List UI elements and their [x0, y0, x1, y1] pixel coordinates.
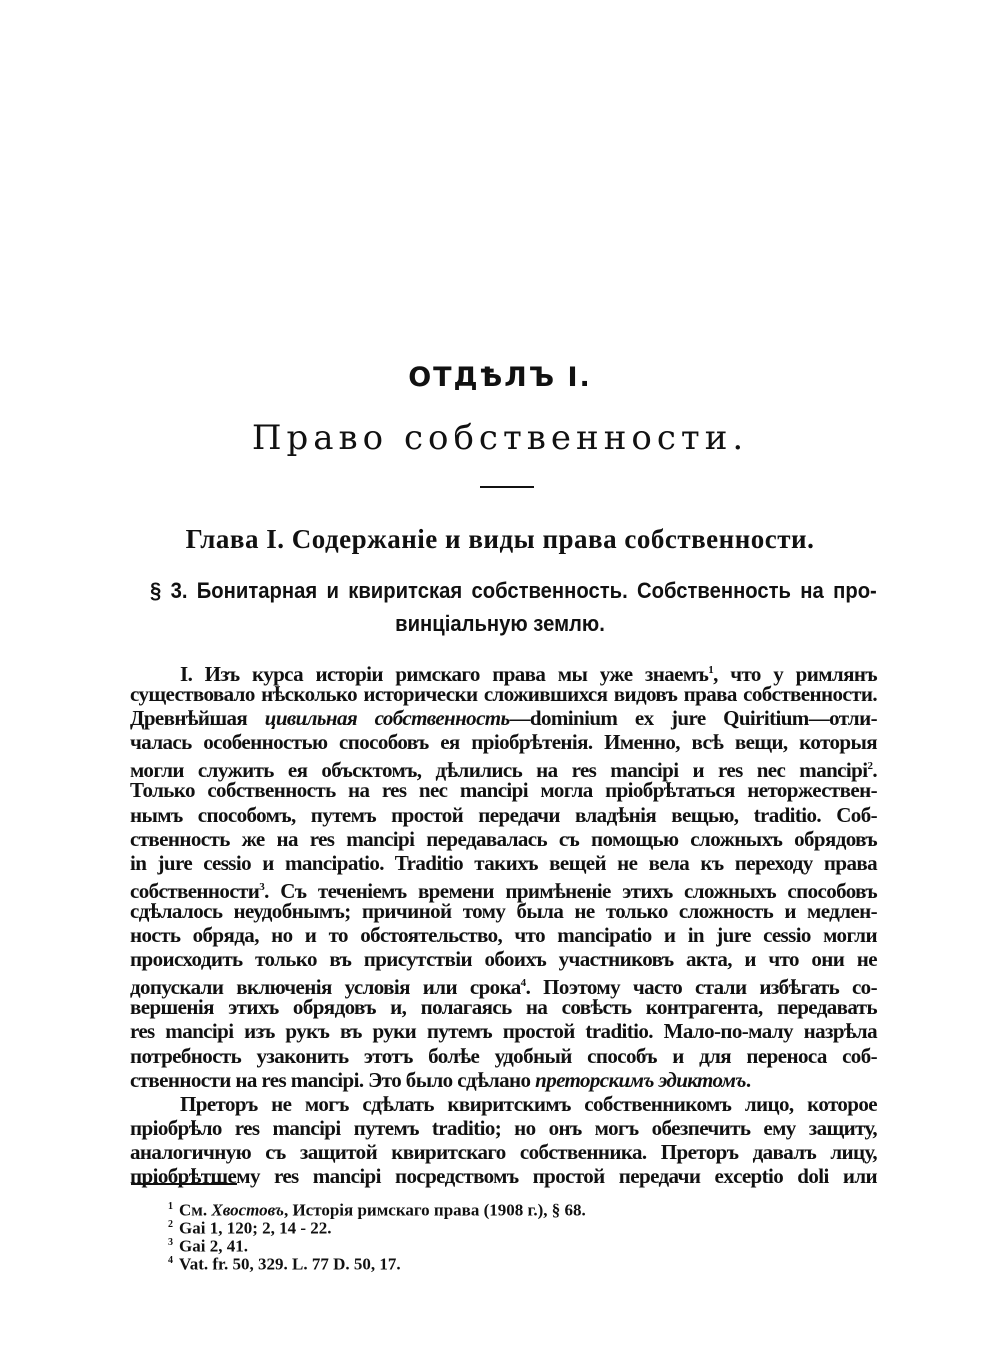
- text-run: . Съ теченіемъ времени примѣненіе этихъ сложныхъ способовъ: [264, 878, 877, 903]
- text-run: сдѣлалось неудобнымъ; причиной тому была не только сложность и медлен-: [130, 898, 877, 923]
- footnote-number: 2: [168, 1219, 173, 1230]
- text-run: Vat. fr. 50, 329. L. 77 D. 50, 17.: [179, 1254, 401, 1274]
- body-text: [130, 658, 877, 1188]
- text-run: .: [745, 1067, 751, 1092]
- text-run: ственности на res mancipi. Это было сдѣлано: [130, 1067, 536, 1092]
- text-run: Gai 1, 120; 2, 14 - 22.: [179, 1218, 332, 1238]
- text-line: [130, 682, 877, 706]
- footnote-divider: [131, 1183, 237, 1185]
- text-line: [130, 1044, 877, 1068]
- text-line: [130, 947, 877, 971]
- text-line: [130, 803, 877, 827]
- text-run: вершенія этихъ обрядовъ и, полагаясь на совѣсть контрагента, передавать: [130, 995, 877, 1020]
- text-run: ность обряда, но и то обстоятельство, что mancipatio и in jure cessio могли: [130, 923, 877, 948]
- text-line: [130, 1019, 877, 1043]
- section-heading-line-2: винціальную землю.: [395, 611, 605, 636]
- text-run: допускали включенія условія или срока: [130, 975, 521, 1000]
- footnotes: [168, 1198, 586, 1274]
- text-run: См.: [179, 1200, 212, 1220]
- text-line: [130, 658, 878, 686]
- text-run: , что у римлянъ: [713, 662, 878, 686]
- text-line: [130, 706, 877, 730]
- footnote: [168, 1234, 586, 1256]
- text-line: [130, 899, 877, 923]
- section-heading-line-1: § 3. Бонитарная и квиритская собственность. Собственность на про-: [150, 578, 877, 603]
- footnote: [168, 1198, 586, 1220]
- text-run: аналогичную съ защитой квиритскаго собственника. Преторъ давалъ лицу,: [130, 1139, 877, 1164]
- text-run: res mancipi изъ рукъ въ руки путемъ простой traditio. Мало-по-малу назрѣла: [130, 1019, 877, 1044]
- text-run: Древнѣйшая: [130, 706, 265, 731]
- text-line: [130, 827, 877, 851]
- text-run: I. Изъ курса исторіи римскаго права мы уже знаемъ: [180, 662, 709, 686]
- emphasis-text: цивильная собственность: [264, 706, 510, 731]
- text-line: [130, 1116, 877, 1140]
- text-run: потребность узаконить этотъ болѣе удобный способъ и для переноса соб-: [130, 1043, 877, 1068]
- part-heading: ОТДѢЛЪ I.: [408, 362, 592, 393]
- text-line: [130, 1140, 877, 1164]
- text-line: [130, 754, 877, 783]
- emphasis-text: преторскимъ эдиктомъ: [535, 1067, 746, 1092]
- text-run: могли служить ея объсктомъ, дѣлились на res mancipi и res nec mancipi: [130, 758, 868, 783]
- text-run: существовало нѣсколько исторически сложившихся видовъ права собственности.: [130, 682, 877, 707]
- text-run: . Поэтому часто стали избѣгать со-: [525, 975, 877, 1000]
- text-run: пріобрѣтшему res mancipi посредствомъ простой передачи exceptio doli или: [130, 1163, 877, 1188]
- footnote-ref[interactable]: 1: [708, 664, 714, 676]
- text-run: Преторъ не могъ сдѣлать квиритскимъ собственникомъ лицо, которое: [180, 1091, 877, 1116]
- text-run: нымъ способомъ, путемъ простой передачи владѣнія вещью, traditio. Соб-: [130, 802, 877, 827]
- footnote-number: 3: [168, 1237, 173, 1248]
- footnote-number: 1: [168, 1201, 173, 1212]
- part-title: Право собственности.: [251, 418, 749, 458]
- text-run: собственности: [130, 878, 260, 903]
- text-run: , Исторія римскаго права (1908 г.), § 68.: [283, 1200, 586, 1220]
- footnote-number: 4: [168, 1255, 173, 1266]
- footnote-ref[interactable]: 2: [867, 760, 873, 773]
- text-line: [130, 1092, 877, 1116]
- text-line: [130, 923, 877, 947]
- text-line: [130, 851, 877, 875]
- text-line: [130, 1068, 877, 1092]
- text-line: [130, 778, 877, 802]
- text-line: [130, 971, 877, 1000]
- text-run: .: [872, 758, 877, 783]
- emphasis-text: Хвостовъ: [211, 1200, 284, 1220]
- text-run: —dominium ex jure Quiritium—отли-: [509, 706, 877, 731]
- text-run: происходить только въ присутствіи обоихъ участниковъ акта, и что они не: [130, 947, 877, 972]
- footnote-ref[interactable]: 4: [520, 977, 526, 990]
- title-divider: [480, 486, 534, 488]
- text-run: Gai 2, 41.: [179, 1236, 248, 1256]
- text-run: пріобрѣло res mancipi путемъ traditio; но онъ могъ обезпечить ему защиту,: [130, 1115, 877, 1140]
- text-line: [130, 875, 877, 903]
- text-run: Только собственность на res nec mancipi могла пріобрѣтаться неторжествен-: [130, 778, 877, 803]
- text-run: ственность же на res mancipi передавалась съ помощью сложныхъ обрядовъ: [130, 826, 877, 851]
- text-line: [130, 1164, 877, 1188]
- footnote: [168, 1252, 586, 1274]
- text-run: in jure cessio и mancipatio. Traditio такихъ вещей не вела къ переходу права: [130, 850, 877, 875]
- text-line: [130, 730, 877, 754]
- text-line: [130, 995, 877, 1019]
- text-run: чалась особенностью способовъ ея пріобрѣтенія. Именно, всѣ вещи, которыя: [130, 730, 877, 755]
- footnote-ref[interactable]: 3: [259, 880, 265, 893]
- chapter-heading: Глава I. Содержаніе и виды права собственности.: [185, 524, 815, 554]
